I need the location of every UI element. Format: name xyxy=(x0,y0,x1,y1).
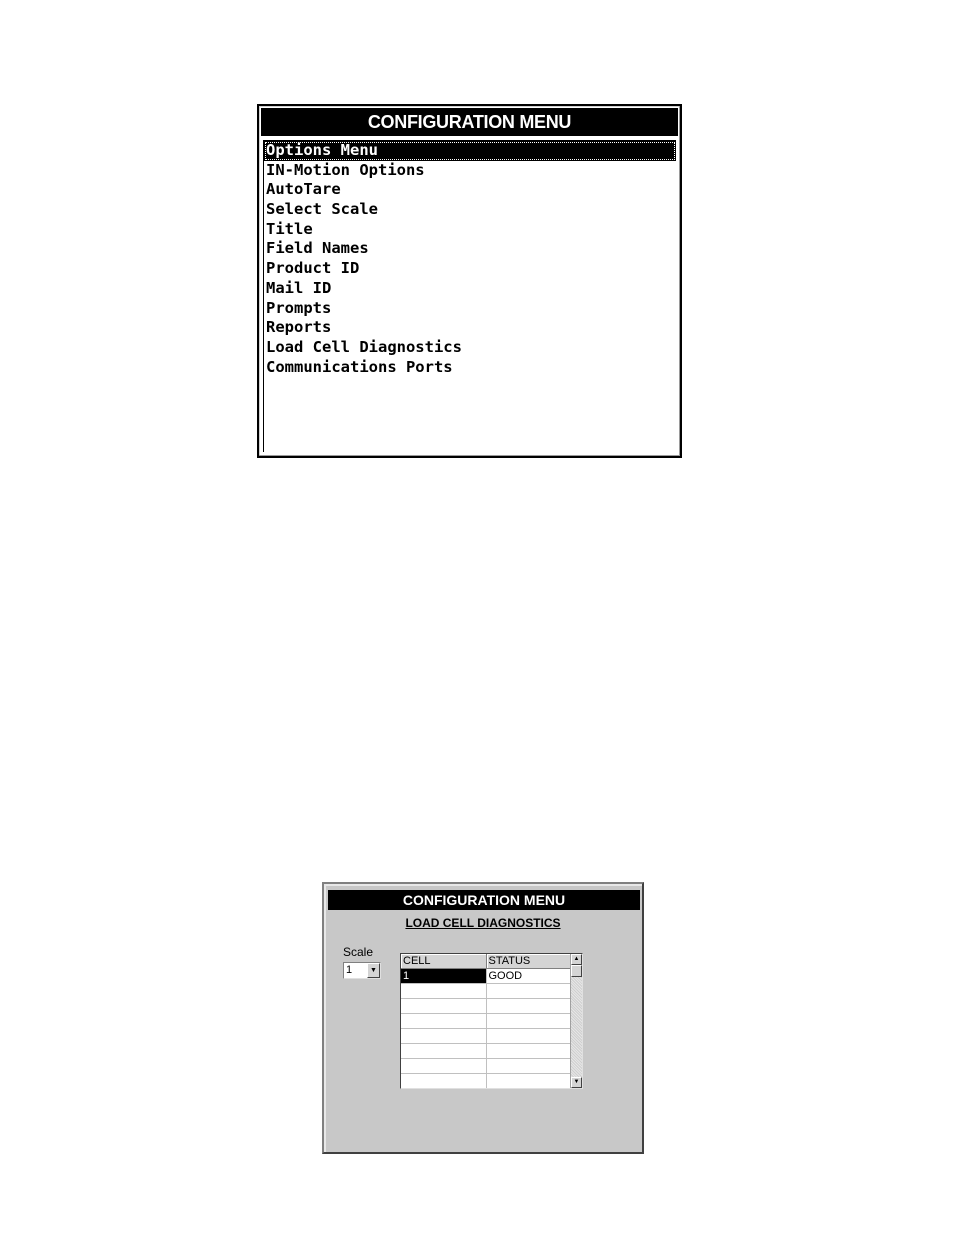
cell-value[interactable] xyxy=(401,984,486,999)
menu-item-reports[interactable]: Reports xyxy=(266,318,332,337)
menu-item-autotare[interactable]: AutoTare xyxy=(266,180,341,199)
status-value[interactable] xyxy=(486,984,571,999)
scrollbar-thumb[interactable] xyxy=(571,965,582,977)
menu-item-select-scale[interactable]: Select Scale xyxy=(266,200,378,219)
menu-item-prompts[interactable]: Prompts xyxy=(266,298,332,317)
table-row[interactable] xyxy=(401,1029,571,1044)
cell-status-table xyxy=(400,953,583,1089)
table-header-row xyxy=(401,954,571,969)
status-value[interactable] xyxy=(486,1074,571,1089)
table-row[interactable] xyxy=(401,984,571,999)
scale-dropdown[interactable] xyxy=(343,962,381,979)
cell-value[interactable] xyxy=(401,1014,486,1029)
cell-value[interactable] xyxy=(401,1074,486,1089)
status-value[interactable] xyxy=(486,999,571,1014)
scroll-down-icon[interactable]: ▼ xyxy=(571,1077,582,1088)
window-title: CONFIGURATION MENU xyxy=(328,890,640,910)
menu-item-mail-id[interactable]: Mail ID xyxy=(266,278,332,297)
cell-value[interactable] xyxy=(401,999,486,1014)
menu-item-options-menu[interactable]: Options Menu xyxy=(264,141,676,161)
configuration-menu-window xyxy=(257,104,682,458)
table-row[interactable] xyxy=(401,969,571,984)
load-cell-diagnostics-window xyxy=(322,882,644,1154)
status-value[interactable]: GOOD xyxy=(486,969,571,984)
menu-item-product-id[interactable]: Product ID xyxy=(266,259,360,278)
scroll-up-icon[interactable]: ▲ xyxy=(571,954,582,965)
menu-item-load-cell-diagnostics[interactable]: Load Cell Diagnostics xyxy=(266,337,462,356)
cell-value[interactable] xyxy=(401,1059,486,1074)
table-row[interactable] xyxy=(401,1044,571,1059)
vertical-scrollbar[interactable] xyxy=(570,954,582,1088)
chevron-down-icon[interactable]: ▼ xyxy=(367,963,380,978)
menu-item-field-names[interactable]: Field Names xyxy=(266,239,369,258)
menu-item-communications-ports[interactable]: Communications Ports xyxy=(266,357,453,376)
menu-item-title[interactable]: Title xyxy=(266,219,313,238)
status-value[interactable] xyxy=(486,1029,571,1044)
cell-value[interactable] xyxy=(401,1044,486,1059)
table-row[interactable] xyxy=(401,999,571,1014)
table-row[interactable] xyxy=(401,1014,571,1029)
column-header-status[interactable]: STATUS xyxy=(486,954,571,969)
scale-label: Scale xyxy=(343,945,374,959)
section-heading: LOAD CELL DIAGNOSTICS xyxy=(405,916,561,930)
scale-value: 1 xyxy=(346,964,353,976)
status-value[interactable] xyxy=(486,1044,571,1059)
status-value[interactable] xyxy=(486,1014,571,1029)
column-header-cell[interactable]: CELL xyxy=(401,954,486,969)
cell-value[interactable] xyxy=(401,1029,486,1044)
cell-value[interactable]: 1 xyxy=(401,969,486,984)
status-value[interactable] xyxy=(486,1059,571,1074)
menu-list xyxy=(263,140,676,452)
window-title: CONFIGURATION MENU xyxy=(261,108,678,136)
menu-item-in-motion-options[interactable]: IN-Motion Options xyxy=(266,160,425,179)
table-row[interactable] xyxy=(401,1059,571,1074)
table-row[interactable] xyxy=(401,1074,571,1089)
